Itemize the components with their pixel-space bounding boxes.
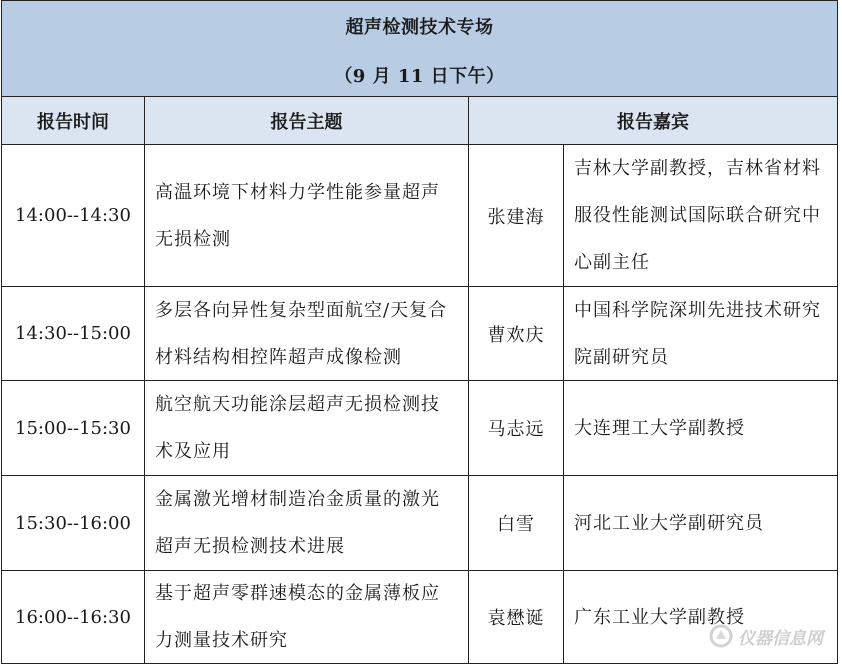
session-banner bbox=[2, 1, 837, 97]
header-time: 报告时间 bbox=[37, 111, 109, 133]
header-topic: 报告主题 bbox=[270, 111, 343, 133]
table-header bbox=[2, 97, 837, 145]
table-row bbox=[2, 381, 837, 476]
row-speaker-affiliation: 中国科学院深圳先进技术研究院副研究员 bbox=[574, 299, 821, 368]
row-time: 14:30--15:00 bbox=[15, 323, 131, 344]
row-speaker-affiliation: 广东工业大学副教授 bbox=[574, 606, 745, 628]
session-title: 超声检测技术专场 bbox=[345, 17, 494, 38]
table-row bbox=[2, 476, 837, 571]
row-speaker-affiliation: 河北工业大学副研究员 bbox=[574, 512, 764, 534]
watermark-text: 仪器信息网 bbox=[738, 628, 823, 649]
watermark-logo-icon bbox=[708, 623, 734, 649]
session-date: （9 月 11 日下午） bbox=[334, 66, 505, 87]
table-row bbox=[2, 287, 837, 381]
row-time: 15:30--16:00 bbox=[15, 512, 131, 534]
row-topic: 高温环境下材料力学性能参量超声无损检测 bbox=[155, 181, 440, 250]
row-speaker-name: 马志远 bbox=[487, 419, 545, 440]
row-speaker-name: 曹欢庆 bbox=[487, 324, 545, 346]
row-topic: 多层各向异性复杂型面航空/天复合材料结构相控阵超声成像检测 bbox=[155, 299, 448, 368]
row-speaker-name: 白雪 bbox=[497, 514, 535, 535]
row-time: 15:00--15:30 bbox=[15, 417, 131, 439]
row-time: 16:00--16:30 bbox=[15, 606, 131, 628]
header-speaker: 报告嘉宾 bbox=[617, 111, 689, 133]
row-speaker-name: 张建海 bbox=[487, 206, 545, 228]
row-speaker-name: 袁懋诞 bbox=[487, 608, 545, 629]
table-row bbox=[2, 571, 837, 663]
watermark bbox=[708, 623, 823, 649]
row-time: 14:00--14:30 bbox=[15, 205, 131, 226]
row-topic: 航空航天功能涂层超声无损检测技术及应用 bbox=[155, 394, 440, 462]
row-speaker-affiliation: 大连理工大学副教授 bbox=[574, 417, 745, 439]
table-row bbox=[2, 145, 837, 287]
row-speaker-affiliation: 吉林大学副教授，吉林省材料服役性能测试国际联合研究中心副主任 bbox=[574, 158, 821, 273]
row-topic: 金属激光增材制造冶金质量的激光超声无损检测技术进展 bbox=[155, 489, 440, 557]
row-topic: 基于超声零群速模态的金属薄板应力测量技术研究 bbox=[155, 583, 440, 651]
schedule-table bbox=[1, 0, 838, 664]
